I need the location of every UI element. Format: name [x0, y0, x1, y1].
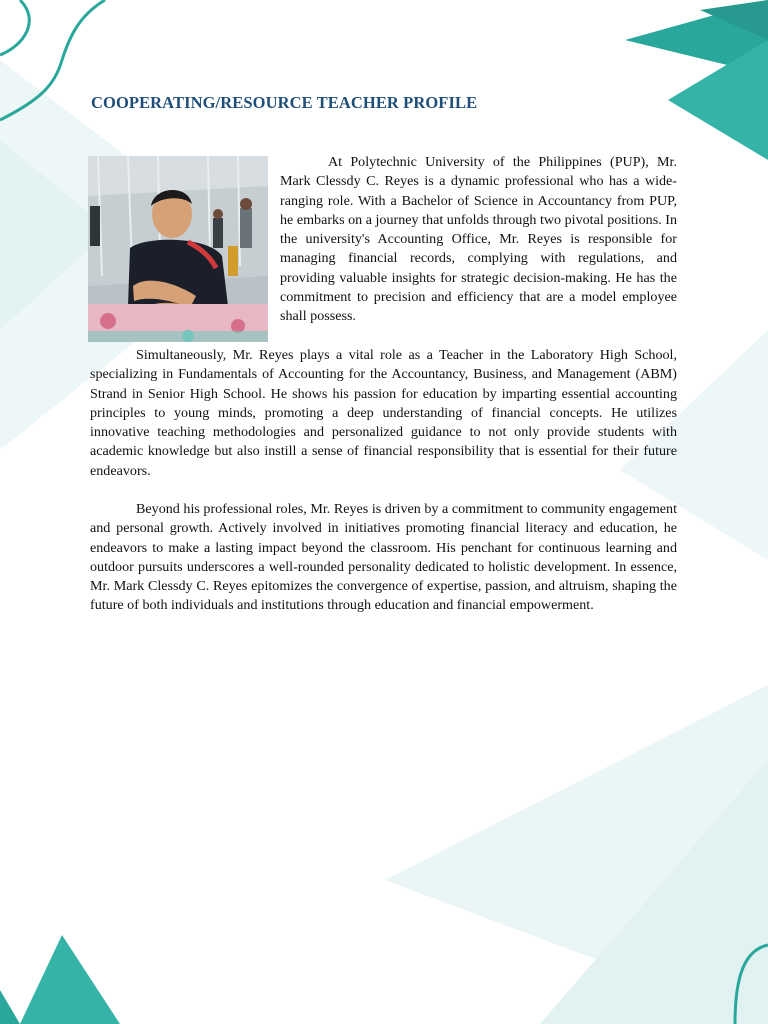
paragraph-intro: At Polytechnic University of the Philippines (PUP), Mr. Mark Clessdy C. Reyes is a dynamic professional who has a wide-ranging role. With a Bachelor of Science in Accountancy from PUP, he embarks on a journey that unfolds through two pivotal positions. In the university's Accounting Office, Mr. Reyes is responsible for managing financial records, complying with regulations, and providing valuable insights for strategic decision-making. He has the commitment to precision and efficiency that are a model employee shall possess. [280, 154, 677, 325]
teacher-photo [88, 156, 268, 342]
paragraph-community: Beyond his professional roles, Mr. Reyes is driven by a commitment to community engagement and personal growth. Actively involved in initiatives promoting financial literacy and education, he endeavors to make a lasting impact beyond the classroom. His penchant for continuous learning and outdoor pursuits underscores a well-rounded personality dedicated to holistic development. In essence, Mr. Mark Clessdy C. Reyes epitomizes the convergence of expertise, passion, and altruism, shaping the future of both individuals and institutions through education and financial empowerment. [90, 501, 677, 614]
paragraph-teaching: Simultaneously, Mr. Reyes plays a vital role as a Teacher in the Laboratory High School, specializing in Fundamentals of Accounting for the Accountancy, Business, and Management (ABM) Strand in Senior High School. He shows his passion for education by imparting essential accounting principles to young minds, promoting a deep understanding of financial concepts. He utilizes innovative teaching methodologies and personalized guidance to not only provide students with academic knowledge but also instill a sense of financial responsibility that is essential for their future endeavors. [90, 347, 677, 479]
page-title: COOPERATING/RESOURCE TEACHER PROFILE [91, 93, 478, 112]
